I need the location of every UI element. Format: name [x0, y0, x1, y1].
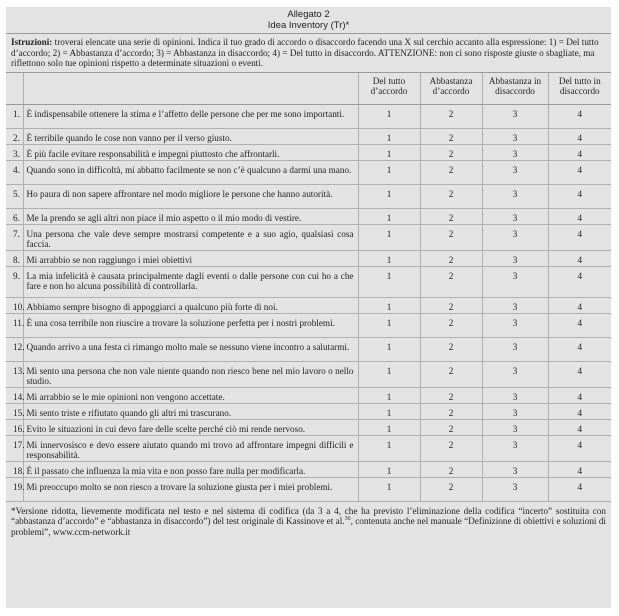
- scale-option-1[interactable]: 1: [358, 160, 420, 184]
- scale-option-2[interactable]: 2: [420, 144, 482, 160]
- items-table: [6, 73, 611, 502]
- footnote-text-2: , contenuta anche nel manuale “Definizione di obiettivi e soluzioni di problemi”, www.ccm-network.it: [11, 516, 606, 537]
- scale-option-1[interactable]: 1: [358, 224, 420, 250]
- scale-option-3[interactable]: 3: [482, 160, 548, 184]
- item-row: [6, 313, 611, 337]
- item-row: [6, 224, 611, 250]
- footnote-ref: 36: [344, 515, 351, 522]
- item-number: 15.: [6, 403, 23, 419]
- item-row: [6, 144, 611, 160]
- footnote-text: *Versione ridotta, lievemente modificata nel testo e nel sistema di codifica (da 3 a 4, che ha previsto l’eliminazione della codifica “incerto” sostituita con “abbastanza d’accordo” e “abbastanza in disaccordo”) del test originale di Kassinove et al.: [11, 505, 606, 526]
- scale-option-3[interactable]: 3: [482, 435, 548, 461]
- scale-option-1[interactable]: 1: [358, 266, 420, 297]
- scale-option-4[interactable]: 4: [548, 250, 611, 266]
- scale-option-2[interactable]: 2: [420, 313, 482, 337]
- item-row: [6, 403, 611, 419]
- scale-option-1[interactable]: 1: [358, 403, 420, 419]
- item-row: [6, 184, 611, 208]
- item-row: [6, 361, 611, 387]
- inventory-title: Idea Inventory (Tr)*: [267, 20, 350, 31]
- scale-option-4[interactable]: 4: [548, 461, 611, 477]
- scale-option-3[interactable]: 3: [482, 313, 548, 337]
- item-number: 7.: [6, 224, 23, 250]
- item-text: Mi preoccupo molto se non riesco a trovare la soluzione giusta per i miei problemi.: [23, 477, 358, 501]
- scale-option-4[interactable]: 4: [548, 266, 611, 297]
- scale-option-4[interactable]: 4: [548, 387, 611, 403]
- item-number: 10.: [6, 297, 23, 313]
- item-row: [6, 435, 611, 461]
- item-text: È il passato che influenza la mia vita e non posso fare nulla per modificarla.: [23, 461, 358, 477]
- col-header-4: Del tutto in disaccordo: [548, 73, 611, 104]
- scale-option-2[interactable]: 2: [420, 387, 482, 403]
- scale-option-3[interactable]: 3: [482, 144, 548, 160]
- scale-option-1[interactable]: 1: [358, 297, 420, 313]
- item-number: 6.: [6, 208, 23, 224]
- scale-option-3[interactable]: 3: [482, 387, 548, 403]
- scale-option-2[interactable]: 2: [420, 160, 482, 184]
- sheet-header: [6, 7, 611, 34]
- item-text: È più facile evitare responsabilità e impegni piuttosto che affrontarli.: [23, 144, 358, 160]
- item-number: 5.: [6, 184, 23, 208]
- item-row: [6, 387, 611, 403]
- scale-option-1[interactable]: 1: [358, 419, 420, 435]
- scale-option-3[interactable]: 3: [482, 104, 548, 128]
- item-number: 12.: [6, 337, 23, 361]
- item-number: 9.: [6, 266, 23, 297]
- item-text: Evito le situazioni in cui devo fare delle scelte perché ciò mi rende nervoso.: [23, 419, 358, 435]
- item-row: [6, 208, 611, 224]
- item-text: Mi innervosisco e devo essere aiutato quando mi trovo ad affrontare impegni difficili e responsabilità.: [23, 435, 358, 461]
- appendix-title: Allegato 2: [287, 9, 330, 20]
- col-header-1: Del tutto d’accordo: [358, 73, 420, 104]
- scale-option-4[interactable]: 4: [548, 104, 611, 128]
- item-number: 16.: [6, 419, 23, 435]
- scale-option-2[interactable]: 2: [420, 419, 482, 435]
- instructions-text: troverai elencate una serie di opinioni. Indica il tuo grado di accordo o disaccordo facendo una X sul cerchio accanto alla espressione: 1) = Del tutto d’accordo; 2) = Abbastanza d’accordo; 3) = Abbastanza in disaccordo; 4) = Del tutto in disaccordo. ATTENZIONE: non ci sono risposte giuste o sbagliate, ma riflettono solo tue opinioni rispetto a determinate situazioni o eventi.: [11, 37, 599, 68]
- scale-option-2[interactable]: 2: [420, 184, 482, 208]
- scale-option-3[interactable]: 3: [482, 208, 548, 224]
- scale-option-2[interactable]: 2: [420, 477, 482, 501]
- scale-option-4[interactable]: 4: [548, 313, 611, 337]
- scale-option-3[interactable]: 3: [482, 419, 548, 435]
- scale-option-2[interactable]: 2: [420, 250, 482, 266]
- scale-option-4[interactable]: 4: [548, 184, 611, 208]
- scale-option-1[interactable]: 1: [358, 128, 420, 144]
- scale-option-1[interactable]: 1: [358, 461, 420, 477]
- scale-option-1[interactable]: 1: [358, 387, 420, 403]
- item-text: La mia infelicità è causata principalmente dagli eventi o dalle persone con cui ho a che fare e non ho alcuna possibilità di controllarla.: [23, 266, 358, 297]
- item-text: È terribile quando le cose non vanno per il verso giusto.: [23, 128, 358, 144]
- col-header-3: Abbastanza in disaccordo: [482, 73, 548, 104]
- scale-option-4[interactable]: 4: [548, 337, 611, 361]
- item-text: Quando arrivo a una festa ci rimango molto male se nessuno viene incontro a salutarmi.: [23, 337, 358, 361]
- scale-option-3[interactable]: 3: [482, 224, 548, 250]
- scale-option-3[interactable]: 3: [482, 128, 548, 144]
- item-row: [6, 160, 611, 184]
- scale-option-2[interactable]: 2: [420, 435, 482, 461]
- item-text: Mi sento triste e rifiutato quando gli altri mi trascurano.: [23, 403, 358, 419]
- item-text: Abbiamo sempre bisogno di appoggiarci a qualcuno più forte di noi.: [23, 297, 358, 313]
- scale-option-3[interactable]: 3: [482, 266, 548, 297]
- scale-option-1[interactable]: 1: [358, 337, 420, 361]
- item-text: Mi arrabbio se le mie opinioni non vengono accettate.: [23, 387, 358, 403]
- item-number: 11.: [6, 313, 23, 337]
- item-text: Una persona che vale deve sempre mostrarsi competente e a suo agio, qualsiasi cosa faccia.: [23, 224, 358, 250]
- scale-option-3[interactable]: 3: [482, 337, 548, 361]
- item-number: 2.: [6, 128, 23, 144]
- scale-option-1[interactable]: 1: [358, 477, 420, 501]
- scale-option-2[interactable]: 2: [420, 128, 482, 144]
- item-number: 17.: [6, 435, 23, 461]
- scale-option-4[interactable]: 4: [548, 477, 611, 501]
- scale-option-4[interactable]: 4: [548, 361, 611, 387]
- item-text: È una cosa terribile non riuscire a trovare la soluzione perfetta per i nostri problemi.: [23, 313, 358, 337]
- scale-option-4[interactable]: 4: [548, 144, 611, 160]
- item-number: 18.: [6, 461, 23, 477]
- instructions-label: Istruzioni:: [11, 37, 53, 47]
- item-text: Mi arrabbio se non raggiungo i miei obiettivi: [23, 250, 358, 266]
- footnote: [6, 502, 611, 538]
- item-row: [6, 104, 611, 128]
- scale-option-1[interactable]: 1: [358, 184, 420, 208]
- scale-option-4[interactable]: 4: [548, 419, 611, 435]
- item-number: 3.: [6, 144, 23, 160]
- item-text: Ho paura di non sapere affrontare nel modo migliore le persone che hanno autorità.: [23, 184, 358, 208]
- scale-option-4[interactable]: 4: [548, 224, 611, 250]
- item-number: 1.: [6, 104, 23, 128]
- scale-option-2[interactable]: 2: [420, 224, 482, 250]
- scale-option-1[interactable]: 1: [358, 104, 420, 128]
- scale-option-1[interactable]: 1: [358, 435, 420, 461]
- item-row: [6, 250, 611, 266]
- scale-option-3[interactable]: 3: [482, 403, 548, 419]
- scale-option-3[interactable]: 3: [482, 184, 548, 208]
- item-number: 8.: [6, 250, 23, 266]
- scale-option-3[interactable]: 3: [482, 250, 548, 266]
- scale-option-4[interactable]: 4: [548, 435, 611, 461]
- scale-option-1[interactable]: 1: [358, 313, 420, 337]
- item-number: 14.: [6, 387, 23, 403]
- item-number: 4.: [6, 160, 23, 184]
- item-text: Quando sono in difficoltà, mi abbatto facilmente se non c’è qualcuno a darmi una mano.: [23, 160, 358, 184]
- scale-option-1[interactable]: 1: [358, 250, 420, 266]
- scale-option-3[interactable]: 3: [482, 361, 548, 387]
- scale-option-1[interactable]: 1: [358, 361, 420, 387]
- item-number: 19.: [6, 477, 23, 501]
- scale-option-2[interactable]: 2: [420, 297, 482, 313]
- scale-option-2[interactable]: 2: [420, 461, 482, 477]
- scale-option-1[interactable]: 1: [358, 144, 420, 160]
- scale-option-3[interactable]: 3: [482, 297, 548, 313]
- questionnaire-sheet: [6, 7, 611, 608]
- table-header-row: [6, 73, 611, 104]
- item-text: È indispensabile ottenere la stima e l’affetto delle persone che per me sono importanti.: [23, 104, 358, 128]
- scale-option-2[interactable]: 2: [420, 403, 482, 419]
- scale-option-3[interactable]: 3: [482, 461, 548, 477]
- scale-option-2[interactable]: 2: [420, 104, 482, 128]
- item-text: Mi sento una persona che non vale niente quando non riesco bene nel mio lavoro o nello studio.: [23, 361, 358, 387]
- scale-option-4[interactable]: 4: [548, 208, 611, 224]
- item-text: Me la prendo se agli altri non piace il mio aspetto o il mio modo di vestire.: [23, 208, 358, 224]
- item-row: [6, 128, 611, 144]
- scale-option-2[interactable]: 2: [420, 208, 482, 224]
- scale-option-1[interactable]: 1: [358, 208, 420, 224]
- item-row: [6, 477, 611, 501]
- item-row: [6, 297, 611, 313]
- item-row: [6, 266, 611, 297]
- scale-option-2[interactable]: 2: [420, 337, 482, 361]
- scale-option-4[interactable]: 4: [548, 403, 611, 419]
- instructions: [6, 34, 611, 73]
- item-row: [6, 337, 611, 361]
- item-row: [6, 419, 611, 435]
- item-number: 13.: [6, 361, 23, 387]
- col-header-2: Abbastanza d’accordo: [420, 73, 482, 104]
- scale-option-3[interactable]: 3: [482, 477, 548, 501]
- item-row: [6, 461, 611, 477]
- scale-option-4[interactable]: 4: [548, 128, 611, 144]
- scale-option-2[interactable]: 2: [420, 266, 482, 297]
- scale-option-2[interactable]: 2: [420, 361, 482, 387]
- scale-option-4[interactable]: 4: [548, 297, 611, 313]
- scale-option-4[interactable]: 4: [548, 160, 611, 184]
